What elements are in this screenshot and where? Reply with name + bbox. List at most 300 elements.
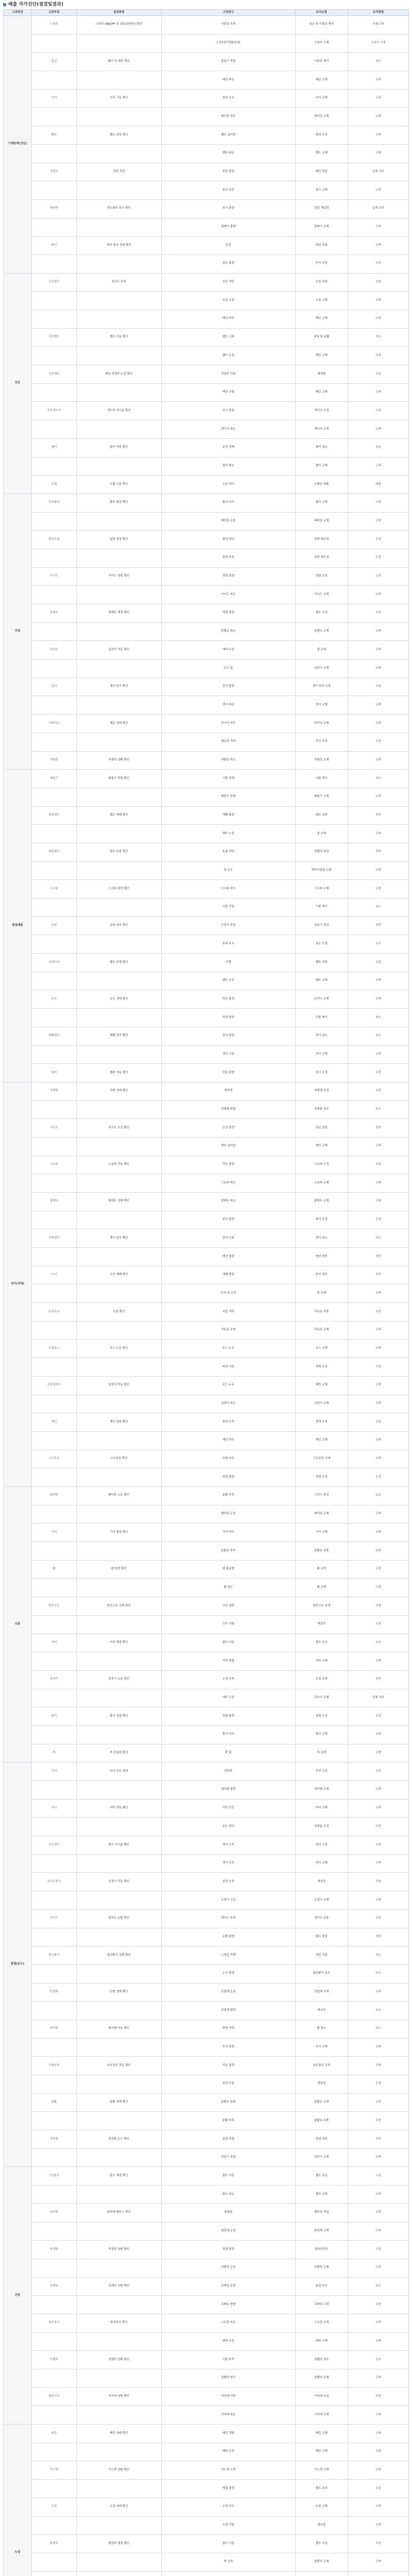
action-cell: 퓨즈 교체 (295, 181, 348, 200)
part-cell: 유압실린더 (32, 1376, 77, 1395)
method-cell: 조임 (348, 255, 408, 273)
table-row (4, 2185, 409, 2204)
check-cell: 모터 구동 확인 (76, 89, 161, 108)
cause-cell: 과적재 (161, 1082, 295, 1100)
cause-cell: 막힘 발생 (161, 1009, 295, 1027)
method-cell: 청소 (348, 1009, 408, 1027)
table-row (4, 438, 409, 457)
table-row (4, 1156, 409, 1174)
cause-cell: 밸브 고착 (161, 328, 295, 347)
part-cell: 풀리 (32, 1707, 77, 1726)
table-row (4, 71, 409, 90)
method-cell: 교체 (348, 1725, 408, 1744)
cause-cell: 벨트 손상 (161, 972, 295, 990)
action-cell: 풀리 교체 (295, 1725, 348, 1744)
table-row (4, 328, 409, 347)
table-row (4, 2553, 409, 2571)
cause-cell: 승강 불량 (161, 1119, 295, 1138)
cause-cell: 볼트 이완 (161, 2535, 295, 2553)
check-cell (76, 1579, 161, 1597)
table-row (4, 1670, 409, 1689)
check-cell (76, 1211, 161, 1229)
cause-cell: 임펠러 마모 (161, 2369, 295, 2388)
table-row (4, 273, 409, 292)
method-cell: 조정 (348, 1707, 408, 1726)
method-cell: 보수 (348, 1964, 408, 1983)
cause-cell: 순환 불량 (161, 1928, 295, 1946)
cause-cell: 게이지 파손 (161, 420, 295, 439)
table-row (4, 2387, 409, 2406)
action-cell: 모터 교체 (295, 89, 348, 108)
part-cell (32, 255, 77, 273)
cause-cell: 연결부 이완 (161, 365, 295, 384)
method-cell: 조정 (348, 531, 408, 549)
table-row (4, 1450, 409, 1468)
part-cell: 필터 (32, 438, 77, 457)
method-cell: 교체 (348, 494, 408, 512)
method-cell: 교체 (348, 512, 408, 531)
header-cell: 고장원인 (161, 10, 295, 16)
method-cell: 교체 (348, 2057, 408, 2075)
header-cell: 조치요령 (295, 10, 348, 16)
table-row (4, 677, 409, 696)
cause-cell: 풀리 마모 (161, 1725, 295, 1744)
table-row (4, 1964, 409, 1983)
table-row (4, 1762, 409, 1781)
method-cell: 조정 (348, 1818, 408, 1836)
check-cell: 진공도 측정 (76, 273, 161, 292)
check-cell (76, 2075, 161, 2094)
part-cell (32, 1248, 77, 1266)
action-cell: 이물 제거 (295, 899, 348, 917)
cause-cell: 호스 누유 (161, 1340, 295, 1358)
table-row (4, 236, 409, 255)
action-cell: 진동기 점검 (295, 917, 348, 935)
method-cell: 조정 (348, 1211, 408, 1229)
part-cell: 스프로킷 (32, 1450, 77, 1468)
check-cell: 벨트 주행 확인 (76, 954, 161, 972)
category-cell: 소음 (4, 1487, 32, 1762)
action-cell: 스프링 교체 (295, 2314, 348, 2332)
table-row (4, 2057, 409, 2075)
cause-cell: 기어 마모 (161, 1523, 295, 1542)
part-cell: 스크류 (32, 880, 77, 899)
table-row (4, 2351, 409, 2369)
cause-cell: 볼트 파손 (161, 2185, 295, 2204)
part-cell (32, 457, 77, 476)
part-cell (32, 292, 77, 310)
method-cell: 부품교체 (348, 16, 408, 35)
check-cell (76, 2571, 161, 2576)
method-cell: 청소 (348, 899, 408, 917)
table-row (4, 2535, 409, 2553)
method-cell: 교체 (348, 1174, 408, 1193)
method-cell: 조정 (348, 733, 408, 751)
cause-cell: 이물 적체 (161, 770, 295, 788)
table-row (4, 1064, 409, 1082)
method-cell: 교체 (348, 236, 408, 255)
method-cell: 조정 (348, 1873, 408, 1891)
check-cell (76, 1818, 161, 1836)
action-cell: 스위치 교체 (295, 34, 348, 53)
cause-cell: 표시 불량 (161, 199, 295, 218)
cause-cell: 도어 씰 손상 (161, 1284, 295, 1303)
cause-cell: 누수 발생 (161, 1964, 295, 1983)
check-cell: 감속기 소음 확인 (76, 1670, 161, 1689)
part-cell (32, 310, 77, 329)
check-cell: 댐퍼 작동 확인 (76, 1064, 161, 1082)
check-cell (76, 108, 161, 126)
method-cell: 조정 (348, 677, 408, 696)
part-cell (32, 2222, 77, 2241)
table-row (4, 494, 409, 512)
check-cell: 기어 물림 확인 (76, 1523, 161, 1542)
table-row (4, 163, 409, 181)
method-cell: 조정 (348, 567, 408, 586)
check-cell (76, 2222, 161, 2241)
part-cell (32, 2038, 77, 2057)
table-row (4, 144, 409, 163)
cause-cell: 정렬 불량 (161, 567, 295, 586)
table-row (4, 1376, 409, 1395)
part-cell: 방진고무 (32, 1597, 77, 1616)
method-cell: 조정 (348, 1156, 408, 1174)
part-cell: 커버 (32, 1634, 77, 1652)
action-cell: 센서 위치 조정 (295, 677, 348, 696)
action-cell: 조절기 교체 (295, 1891, 348, 1910)
method-cell: 정비 (348, 1928, 408, 1946)
check-cell: 전압 측정 (76, 163, 161, 181)
table-row (4, 2241, 409, 2259)
cause-cell: 밸브 누설 (161, 825, 295, 843)
check-cell: 배관 연결부 누설 확인 (76, 365, 161, 384)
action-cell: 링크 조정 (295, 1064, 348, 1082)
table-row (4, 825, 409, 843)
method-cell: 교정 (348, 1836, 408, 1855)
action-cell: 윤활유 교체 (295, 2093, 348, 2112)
cause-cell: 온도 과다 (161, 1818, 295, 1836)
part-cell (32, 2075, 77, 2094)
check-cell: 슈트 상태 확인 (76, 990, 161, 1009)
cause-cell: 작동 불량 (161, 1156, 295, 1174)
part-cell (32, 1284, 77, 1303)
cause-cell: 진공 저하 (161, 273, 295, 292)
method-cell: 교정 (348, 1560, 408, 1579)
action-cell: 세관 작업 (295, 1946, 348, 1965)
cause-cell: 수분 과다 (161, 476, 295, 494)
method-cell: 보충 (348, 1542, 408, 1561)
cause-cell: 스토퍼 파손 (161, 1174, 295, 1193)
method-cell: 청소 (348, 1229, 408, 1248)
cause-cell: 정렬 불량 (161, 1707, 295, 1726)
check-cell (76, 2406, 161, 2425)
method-cell: 보충 (348, 273, 408, 292)
table-row (4, 34, 409, 53)
check-cell (76, 825, 161, 843)
check-cell: 팬 회전 확인 (76, 1560, 161, 1579)
table-row (4, 2093, 409, 2112)
table-row (4, 420, 409, 439)
table-row (4, 1431, 409, 1450)
action-cell: 축 교체 (295, 1744, 348, 1762)
check-cell: 벨트 장력 확인 (76, 126, 161, 145)
part-cell (32, 1891, 77, 1910)
method-cell: 교체 (348, 126, 408, 145)
action-cell: 배관 교체 (295, 383, 348, 402)
part-cell: 유압호스 (32, 1340, 77, 1358)
method-cell: 교정 (348, 402, 408, 420)
action-cell: 정렬 조정 (295, 1707, 348, 1726)
cause-cell: 단열재 탈락 (161, 2002, 295, 2020)
action-cell: 벨트 교체 (295, 144, 348, 163)
part-cell (32, 1964, 77, 1983)
method-cell: 교체 (348, 2406, 408, 2425)
action-cell: 팬 교체 (295, 1579, 348, 1597)
table-row (4, 1505, 409, 1523)
check-cell: 히터 작동 확인 (76, 1799, 161, 1818)
part-cell (32, 512, 77, 531)
table-row (4, 2314, 409, 2332)
part-cell: 가스켓 (32, 2461, 77, 2480)
table-row (4, 1799, 409, 1818)
method-cell: 교체 (348, 861, 408, 880)
part-cell: 유압유닛 (32, 1303, 77, 1321)
table-row (4, 1119, 409, 1138)
cause-cell: 팬 불균형 (161, 1560, 295, 1579)
action-cell: 센서 청소 (295, 1229, 348, 1248)
check-cell (76, 2185, 161, 2204)
cause-cell: 냉각팬 불량 (161, 1781, 295, 1800)
method-cell: 청소 (348, 328, 408, 347)
table-row (4, 1928, 409, 1946)
check-cell (76, 218, 161, 236)
part-cell: 체인 (32, 1413, 77, 1432)
part-cell: 배출펌프 (32, 843, 77, 861)
part-cell: 스토퍼 (32, 1156, 77, 1174)
cause-cell: 단열재 손상 (161, 1983, 295, 2002)
cause-cell: 윤활 부족 (161, 1487, 295, 1505)
cause-cell: 유압 저하 (161, 1303, 295, 1321)
action-cell: 스크류 교체 (295, 880, 348, 899)
table-row (4, 1193, 409, 1211)
check-cell (76, 2332, 161, 2351)
cause-cell: 베어링 마모 (161, 108, 295, 126)
check-cell (76, 733, 161, 751)
part-cell: 패킹 (32, 2425, 77, 2443)
cause-cell: 커플링 마모 (161, 751, 295, 770)
method-cell: 교체 (348, 181, 408, 200)
method-cell: 조정 (348, 954, 408, 972)
cause-cell: 에어 누설 (161, 641, 295, 659)
table-row (4, 1560, 409, 1579)
method-cell: 조정 (348, 2516, 408, 2535)
part-cell (32, 2516, 77, 2535)
part-cell (32, 1818, 77, 1836)
cause-cell: 지시 불량 (161, 402, 295, 420)
method-cell: 교체 (348, 1321, 408, 1340)
cause-cell: 단선 (161, 236, 295, 255)
part-cell (32, 1137, 77, 1156)
part-cell: 감속기 (32, 1670, 77, 1689)
method-cell: 조정 (348, 2075, 408, 2094)
method-cell: 조임 (348, 365, 408, 384)
part-cell (32, 1928, 77, 1946)
action-cell: 벨트 정렬 (295, 954, 348, 972)
part-cell (32, 1100, 77, 1119)
part-cell (32, 1579, 77, 1597)
method-cell: 교체 (348, 751, 408, 770)
table-row (4, 1284, 409, 1303)
table-row (4, 2002, 409, 2020)
method-cell: 보수 (348, 2277, 408, 2296)
action-cell: 호스 교체 (295, 1340, 348, 1358)
action-cell: 클램프 교체 (295, 622, 348, 641)
table-row (4, 1854, 409, 1873)
check-cell (76, 383, 161, 402)
action-cell: 윤활유 보충 (295, 2112, 348, 2130)
check-cell: 보호장치 작동 확인 (76, 2057, 161, 2075)
cause-cell: 커플링 손상 (161, 2259, 295, 2277)
cause-cell: 정렬 불량 (161, 1468, 295, 1487)
cause-cell: 흡입구 막힘 (161, 53, 295, 71)
action-cell: 스프로킷 교체 (295, 1450, 348, 1468)
table-row (4, 2406, 409, 2425)
table-row (4, 2038, 409, 2057)
part-cell (32, 861, 77, 880)
check-cell: 커플링 상태 확인 (76, 751, 161, 770)
table-row (4, 1652, 409, 1671)
table-row (4, 2369, 409, 2388)
action-cell: 냉각수 보충 (295, 1909, 348, 1928)
cause-cell: 퓨즈 단선 (161, 181, 295, 200)
check-cell (76, 255, 161, 273)
check-cell: 지지대 상태 확인 (76, 2387, 161, 2406)
part-cell (32, 1542, 77, 1561)
part-cell (32, 1725, 77, 1744)
cause-cell: 프레임 변형 (161, 2296, 295, 2314)
part-cell: 트랩 (32, 476, 77, 494)
part-cell (32, 1395, 77, 1413)
part-cell: 온도센서 (32, 1836, 77, 1855)
part-cell: 팬 (32, 1560, 77, 1579)
part-cell: 배관지지 (32, 2387, 77, 2406)
cause-cell: 센서 파손 (161, 696, 295, 715)
action-cell: 피팅 조임 (295, 1358, 348, 1377)
check-cell (76, 71, 161, 90)
method-cell: 정비 (348, 843, 408, 861)
method-cell: 조임 (348, 2167, 408, 2185)
action-cell: 작동유 보충 (295, 1303, 348, 1321)
method-cell: 교체 (348, 2185, 408, 2204)
part-cell: 회전체 (32, 2204, 77, 2222)
title-square-icon (3, 3, 6, 6)
check-cell (76, 1009, 161, 1027)
action-cell: 스토퍼 교체 (295, 1174, 348, 1193)
method-cell: 교체 (348, 420, 408, 439)
part-cell: 냉각수 (32, 1909, 77, 1928)
part-cell: 배선 (32, 236, 77, 255)
check-cell (76, 2443, 161, 2461)
part-cell: 센서 (32, 677, 77, 696)
method-cell: 교체 (348, 2038, 408, 2057)
check-cell (76, 1891, 161, 1910)
part-cell (32, 2259, 77, 2277)
method-cell: 청소 (348, 438, 408, 457)
part-cell (32, 2553, 77, 2571)
part-cell (32, 1431, 77, 1450)
check-cell (76, 1928, 161, 1946)
action-cell: 히터 교체 (295, 1799, 348, 1818)
action-cell: 기어 교체 (295, 1523, 348, 1542)
part-cell: 온도조절기 (32, 1873, 77, 1891)
table-row (4, 715, 409, 733)
cause-cell: 분진 적체 (161, 438, 295, 457)
table-row (4, 567, 409, 586)
part-cell (32, 1781, 77, 1800)
method-cell: 교체 (348, 144, 408, 163)
table-row (4, 2571, 409, 2576)
action-cell: 오일 교체 (295, 292, 348, 310)
part-cell: 모터 (32, 89, 77, 108)
check-cell: 배기팬 작동 확인 (76, 2020, 161, 2038)
part-cell: 스위치 (32, 16, 77, 35)
check-cell: 리프트 승강 확인 (76, 1119, 161, 1138)
table-row (4, 917, 409, 935)
table-row (4, 1009, 409, 1027)
part-cell: 열교환기 (32, 1946, 77, 1965)
check-cell: 도어 개폐 확인 (76, 1266, 161, 1284)
method-cell: 교체 (348, 1431, 408, 1450)
action-cell: 설정값 조정 (295, 1818, 348, 1836)
cause-cell: 사행 (161, 954, 295, 972)
part-cell: 과열보호 (32, 2057, 77, 2075)
method-cell: 교체 (348, 310, 408, 329)
cause-cell: 체인 마모 (161, 1431, 295, 1450)
table-row (4, 549, 409, 567)
action-cell: 배출구 교체 (295, 788, 348, 806)
method-cell: 업체 의뢰 (348, 1689, 408, 1707)
table-row (4, 2259, 409, 2277)
method-cell: 조임 (348, 2535, 408, 2553)
table-row (4, 1266, 409, 1284)
method-cell: 보수 (348, 1100, 408, 1119)
header-cell: 조치방법 (348, 10, 408, 16)
part-cell (32, 2296, 77, 2314)
action-cell: 이물질 제거 (295, 53, 348, 71)
part-cell: 적재센서 (32, 1229, 77, 1248)
check-cell (76, 935, 161, 954)
cause-cell: 전압 불량 (161, 163, 295, 181)
check-cell: 밸브 개폐 확인 (76, 806, 161, 825)
method-cell: 교체 (348, 990, 408, 1009)
part-cell (32, 108, 77, 126)
check-cell (76, 457, 161, 476)
part-cell (32, 1615, 77, 1634)
action-cell: 실린더 교체 (295, 1395, 348, 1413)
part-cell: 전장품 (32, 2130, 77, 2149)
check-cell: 커버 체결 확인 (76, 1634, 161, 1652)
cause-cell: 회전체 손상 (161, 2222, 295, 2241)
table-row (4, 1082, 409, 1100)
cause-cell: 클램프 파손 (161, 622, 295, 641)
action-cell: 감속기 교체 (295, 1689, 348, 1707)
check-cell (76, 2038, 161, 2057)
action-cell: 릴레이 교체 (295, 218, 348, 236)
action-cell: 베어링 교체 (295, 1505, 348, 1523)
action-cell: 패킹 교체 (295, 347, 348, 365)
check-cell: 클램프 체결 확인 (76, 604, 161, 623)
table-row (4, 972, 409, 990)
